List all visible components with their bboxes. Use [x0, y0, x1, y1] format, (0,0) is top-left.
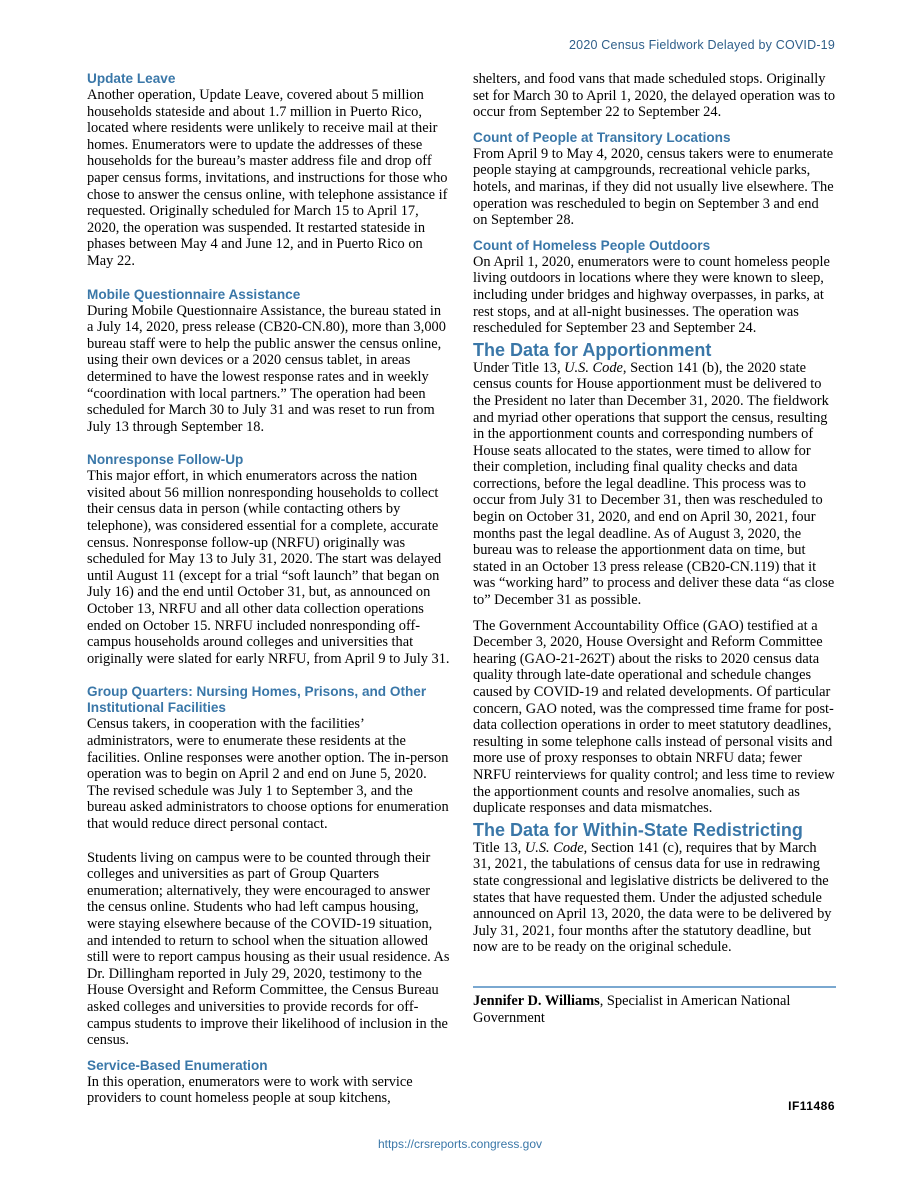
author-name: Jennifer D. Williams: [473, 992, 600, 1009]
paragraph-service-based: In this operation, enumerators were to work with service providers to count homeless people at soup kitchens,: [87, 1073, 413, 1107]
paragraph-homeless: On April 1, 2020, enumerators were to count homeless people living outdoors in locations where they were known to sleep, including under bridges and highway overpasses, in parks, at rest stops, and at all-night businesses. The operation was rescheduled for September 23 and September 24.: [473, 253, 830, 337]
footer-url-link[interactable]: https://crsreports.congress.gov: [377, 1137, 543, 1151]
paragraph-nrfu: This major effort, in which enumerators across the nation visited about 56 million nonresponding households to collect their census data in person (while contacting others by telephone), was considered essential for a complete, accurate census. Nonresponse follow-up (NRFU) originally was scheduled for May 13 to July 31, 2020. The start was delayed until August 11 (except for a trial “soft launch” that began on July 16) and the end until October 31, but, as announced on October 13, NRFU and all other data collection operations ended on October 15. NRFU included nonresponding off-campus households around colleges and universities that originally were slated for early NRFU, from April 9 to July 31.: [87, 468, 450, 667]
section-heading-nrfu: Nonresponse Follow-Up: [87, 452, 244, 468]
author-line: [473, 993, 836, 1026]
paragraph-redistricting: Title 13, U.S. Code, Section 141 (c), requires that by March 31, 2021, the tabulations of census data for use in redrawing state congressional and legislative districts be delivered to the states that have requested them. Under the adjusted schedule announced on April 13, 2020, the data were to be delivered by July 31, 2021, four months after the statutory deadline, but now are to be ready on the original schedule.: [473, 839, 832, 956]
paragraph-transitory: From April 9 to May 4, 2020, census takers were to enumerate people staying at campgrounds, recreational vehicle parks, hotels, and marinas, if they did not usually live elsewhere. The operation was rescheduled to begin on September 3 and end on September 28.: [473, 145, 834, 229]
section-heading-apportionment: The Data for Apportionment: [473, 339, 712, 360]
section-heading-service-based: Service-Based Enumeration: [87, 1057, 268, 1073]
paragraph-group-quarters-1: Census takers, in cooperation with the facilities’ administrators, were to enumerate these residents at the facilities. Online responses were another option. The in-person operation was to begin on April 2 and end on June 5, 2020. The revised schedule was July 1 to September 3, and the bureau asked administrators to choose options for enumeration that would reduce direct personal contact.: [87, 716, 449, 832]
paragraph-mqa: During Mobile Questionnaire Assistance, the bureau stated in a July 14, 2020, press release (CB20-CN.80), more than 3,000 bureau staff were to help the public answer the census online, using their own devices or a 2020 census tablet, in areas determined to have the lowest response rates and in weekly “coordination with local partners.” The operation had been scheduled for March 30 to July 31 and was reset to run from July 13 through September 18.: [87, 302, 446, 435]
section-heading-homeless: Count of Homeless People Outdoors: [473, 237, 711, 253]
document-id: IF11486: [788, 1099, 835, 1113]
author-divider: [473, 986, 836, 988]
running-title: 2020 Census Fieldwork Delayed by COVID-19: [569, 38, 835, 52]
paragraph-group-quarters-2: Students living on campus were to be counted through their colleges and universities as part of Group Quarters enumeration; alternatively, they were encouraged to answer the census online. Students who had left campus housing, were staying elsewhere because of the COVID-19 situation, and intended to return to school when the situation allowed still were to report campus housing as their usual residence. As Dr. Dillingham reported in July 29, 2020, testimony to the House Oversight and Reform Committee, the Census Bureau asked colleges and universities to provide records for off-campus students to improve their likelihood of inclusion in the census.: [87, 849, 450, 1049]
section-heading-mqa: Mobile Questionnaire Assistance: [87, 286, 301, 302]
section-heading-group-quarters: Group Quarters: Nursing Homes, Prisons, and Other Institutional Facilities: [87, 684, 427, 716]
left-column: [87, 71, 450, 1107]
section-heading-transitory: Count of People at Transitory Locations: [473, 129, 731, 145]
section-heading-update-leave: Update Leave: [87, 71, 176, 86]
section-heading-redistricting: The Data for Within-State Redistricting: [473, 819, 803, 840]
author-title: , Specialist in American National Government: [473, 992, 791, 1026]
paragraph-update-leave: Another operation, Update Leave, covered about 5 million households stateside and about 1.7 million in Puerto Rico, located where residents were unlikely to receive mail at their homes. Enumerators were to update the addresses of these households for the bureau’s master address file and drop off paper census forms, invitations, and instructions for those who chose to answer the census online, with telephone assistance if requested. Originally scheduled for March 15 to April 17, 2020, the operation was suspended. It restarted stateside in phases between May 4 and June 12, and in Puerto Rico on May 22.: [87, 87, 448, 269]
paragraph-apportionment-1: Under Title 13, U.S. Code, Section 141 (b), the 2020 state census counts for House apportionment must be delivered to the President no later than December 31, 2020. The fieldwork and myriad other operations that support the census, resulting in the apportionment counts and corresponding numbers of House seats allocated to the states, were timed to allow for their completion, including final quality checks and data corrections, before the legal deadline. This process was to occur from July 31 to December 31, then was rescheduled to begin on October 31, 2020, and end on April 30, 2021, four months past the legal deadline. As of August 3, 2020, the bureau was to release the apportionment data on time, but stated in an October 13 press release (CB20-CN.119) that it was “working hard” to process and deliver these data “as close to” December 31 as possible.: [473, 359, 835, 609]
paragraph-service-based-continued: shelters, and food vans that made scheduled stops. Originally set for March 30 to April 1, 2020, the delayed operation was to occur from September 22 to September 24.: [473, 71, 836, 121]
paragraph-apportionment-2: The Government Accountability Office (GAO) testified at a December 3, 2020, House Oversight and Reform Committee hearing (GAO-21-262T) about the risks to 2020 census data quality through late-date operational and schedule changes caused by COVID-19 and related developments. Of particular concern, GAO noted, was the compressed time frame for post-data collection operations in order to meet statutory deadlines, resulting in some telephone calls instead of personal visits and more use of proxy responses to obtain NRFU data; fewer NRFU reinterviews for quality control; and less time to review the apportionment counts and resolve anomalies, such as duplicate responses and data mismatches.: [473, 617, 835, 817]
right-column: [473, 71, 836, 1026]
